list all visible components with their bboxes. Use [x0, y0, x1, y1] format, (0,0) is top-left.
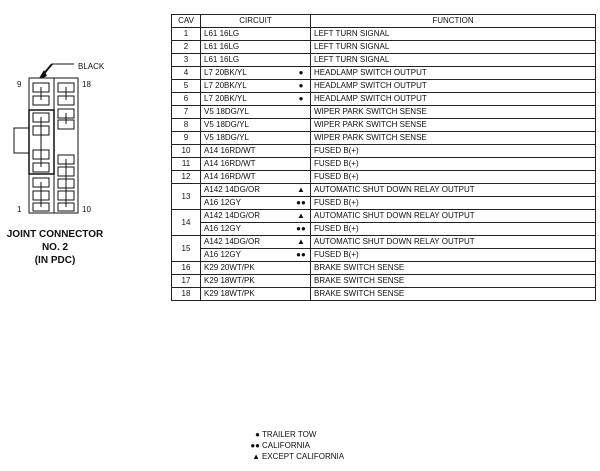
circuit-cell: L61 16LG — [201, 28, 293, 41]
table-row — [172, 262, 596, 275]
option-marker-icon — [292, 41, 311, 54]
connector-color-label: BLACK — [78, 62, 105, 71]
function-cell: WIPER PARK SWITCH SENSE — [311, 132, 596, 145]
connector-diagram — [0, 40, 165, 280]
option-marker-icon — [292, 54, 311, 67]
function-cell: FUSED B(+) — [311, 171, 596, 184]
circuit-cell: L7 20BK/YL — [201, 93, 293, 106]
circuit-cell: A16 12GY — [201, 249, 293, 262]
connector-title — [0, 228, 110, 267]
table-row — [172, 197, 596, 210]
function-cell: LEFT TURN SIGNAL — [311, 28, 596, 41]
option-marker-icon: ● — [292, 80, 311, 93]
option-marker-icon: ▲ — [292, 236, 311, 249]
cav-cell: 1 — [172, 28, 201, 41]
circuit-cell: V5 18DG/YL — [201, 132, 293, 145]
function-cell: HEADLAMP SWITCH OUTPUT — [311, 67, 596, 80]
cav-cell: 2 — [172, 41, 201, 54]
dot-icon: ● — [255, 430, 260, 439]
option-marker-icon — [292, 119, 311, 132]
legend-label: TRAILER TOW — [262, 430, 317, 439]
cav-cell: 18 — [172, 288, 201, 301]
table-row — [172, 106, 596, 119]
circuit-cell: A14 16RD/WT — [201, 158, 293, 171]
function-cell: HEADLAMP SWITCH OUTPUT — [311, 80, 596, 93]
function-cell: AUTOMATIC SHUT DOWN RELAY OUTPUT — [311, 184, 596, 197]
option-marker-icon — [292, 288, 311, 301]
option-marker-icon — [292, 28, 311, 41]
function-cell: FUSED B(+) — [311, 197, 596, 210]
circuit-cell: A16 12GY — [201, 197, 293, 210]
cav-cell: 14 — [172, 210, 201, 236]
option-marker-icon — [292, 262, 311, 275]
option-marker-icon: ●● — [292, 223, 311, 236]
circuit-cell: A142 14DG/OR — [201, 210, 293, 223]
table-row — [172, 28, 596, 41]
circuit-cell: V5 18DG/YL — [201, 106, 293, 119]
circuit-cell: L7 20BK/YL — [201, 80, 293, 93]
table-row — [172, 210, 596, 223]
table-row — [172, 184, 596, 197]
circuit-cell: A142 14DG/OR — [201, 184, 293, 197]
function-cell: HEADLAMP SWITCH OUTPUT — [311, 93, 596, 106]
pin-label-10: 10 — [82, 205, 91, 214]
pin-label-18: 18 — [82, 80, 91, 89]
legend-item — [246, 429, 344, 440]
function-cell: BRAKE SWITCH SENSE — [311, 275, 596, 288]
table-row — [172, 67, 596, 80]
table-row — [172, 145, 596, 158]
option-marker-icon: ● — [292, 67, 311, 80]
option-marker-icon — [292, 158, 311, 171]
circuit-cell: A14 16RD/WT — [201, 171, 293, 184]
cav-cell: 7 — [172, 106, 201, 119]
table-row — [172, 158, 596, 171]
table-row — [172, 236, 596, 249]
legend-label: EXCEPT CALIFORNIA — [262, 452, 345, 461]
connector-title-line2: NO. 2 — [41, 242, 69, 253]
cav-cell: 9 — [172, 132, 201, 145]
cav-cell: 16 — [172, 262, 201, 275]
table-row — [172, 288, 596, 301]
option-marker-icon: ● — [292, 93, 311, 106]
legend-item — [246, 440, 344, 451]
circuit-cell: L7 20BK/YL — [201, 67, 293, 80]
table-row — [172, 119, 596, 132]
function-cell: BRAKE SWITCH SENSE — [311, 288, 596, 301]
function-cell: LEFT TURN SIGNAL — [311, 54, 596, 67]
legend-item — [246, 451, 344, 462]
table-header-row — [172, 15, 596, 28]
circuit-cell: V5 18DG/YL — [201, 119, 293, 132]
option-marker-icon — [292, 171, 311, 184]
cav-cell: 15 — [172, 236, 201, 262]
function-cell: FUSED B(+) — [311, 158, 596, 171]
circuit-cell: L61 16LG — [201, 54, 293, 67]
connector-title-line3: (IN PDC) — [34, 255, 76, 266]
cav-cell: 10 — [172, 145, 201, 158]
function-cell: BRAKE SWITCH SENSE — [311, 262, 596, 275]
option-marker-icon: ▲ — [292, 184, 311, 197]
cav-cell: 6 — [172, 93, 201, 106]
circuit-cell: K29 20WT/PK — [201, 262, 293, 275]
cav-cell: 8 — [172, 119, 201, 132]
connector-title-line1: JOINT CONNECTOR — [6, 229, 104, 240]
double-dot-icon: ●● — [250, 441, 260, 450]
cav-cell: 11 — [172, 158, 201, 171]
function-cell: WIPER PARK SWITCH SENSE — [311, 106, 596, 119]
table-row — [172, 80, 596, 93]
triangle-icon: ▲ — [252, 452, 260, 461]
table-row — [172, 41, 596, 54]
legend-label: CALIFORNIA — [262, 441, 311, 450]
option-marker-icon — [292, 275, 311, 288]
function-cell: FUSED B(+) — [311, 249, 596, 262]
pin-table — [171, 14, 596, 301]
option-marker-icon — [292, 132, 311, 145]
table-row — [172, 275, 596, 288]
header-circuit: CIRCUIT — [201, 15, 311, 28]
header-cav: CAV — [172, 15, 201, 28]
table-row — [172, 54, 596, 67]
pin-label-1: 1 — [17, 205, 22, 214]
table-row — [172, 249, 596, 262]
cav-cell: 12 — [172, 171, 201, 184]
table-row — [172, 171, 596, 184]
function-cell: WIPER PARK SWITCH SENSE — [311, 119, 596, 132]
cav-cell: 4 — [172, 67, 201, 80]
cav-cell: 5 — [172, 80, 201, 93]
cav-cell: 3 — [172, 54, 201, 67]
legend — [246, 429, 344, 462]
circuit-cell: L61 16LG — [201, 41, 293, 54]
option-marker-icon: ▲ — [292, 210, 311, 223]
circuit-cell: A16 12GY — [201, 223, 293, 236]
table-row — [172, 93, 596, 106]
table-row — [172, 132, 596, 145]
circuit-cell: A142 14DG/OR — [201, 236, 293, 249]
function-cell: FUSED B(+) — [311, 223, 596, 236]
function-cell: AUTOMATIC SHUT DOWN RELAY OUTPUT — [311, 210, 596, 223]
function-cell: LEFT TURN SIGNAL — [311, 41, 596, 54]
function-cell: FUSED B(+) — [311, 145, 596, 158]
circuit-cell: K29 18WT/PK — [201, 275, 293, 288]
cav-cell: 13 — [172, 184, 201, 210]
option-marker-icon — [292, 106, 311, 119]
option-marker-icon: ●● — [292, 249, 311, 262]
circuit-cell: K29 18WT/PK — [201, 288, 293, 301]
cav-cell: 17 — [172, 275, 201, 288]
table-row — [172, 223, 596, 236]
header-function: FUNCTION — [311, 15, 596, 28]
option-marker-icon: ●● — [292, 197, 311, 210]
function-cell: AUTOMATIC SHUT DOWN RELAY OUTPUT — [311, 236, 596, 249]
pin-label-9: 9 — [17, 80, 22, 89]
circuit-cell: A14 16RD/WT — [201, 145, 293, 158]
option-marker-icon — [292, 145, 311, 158]
